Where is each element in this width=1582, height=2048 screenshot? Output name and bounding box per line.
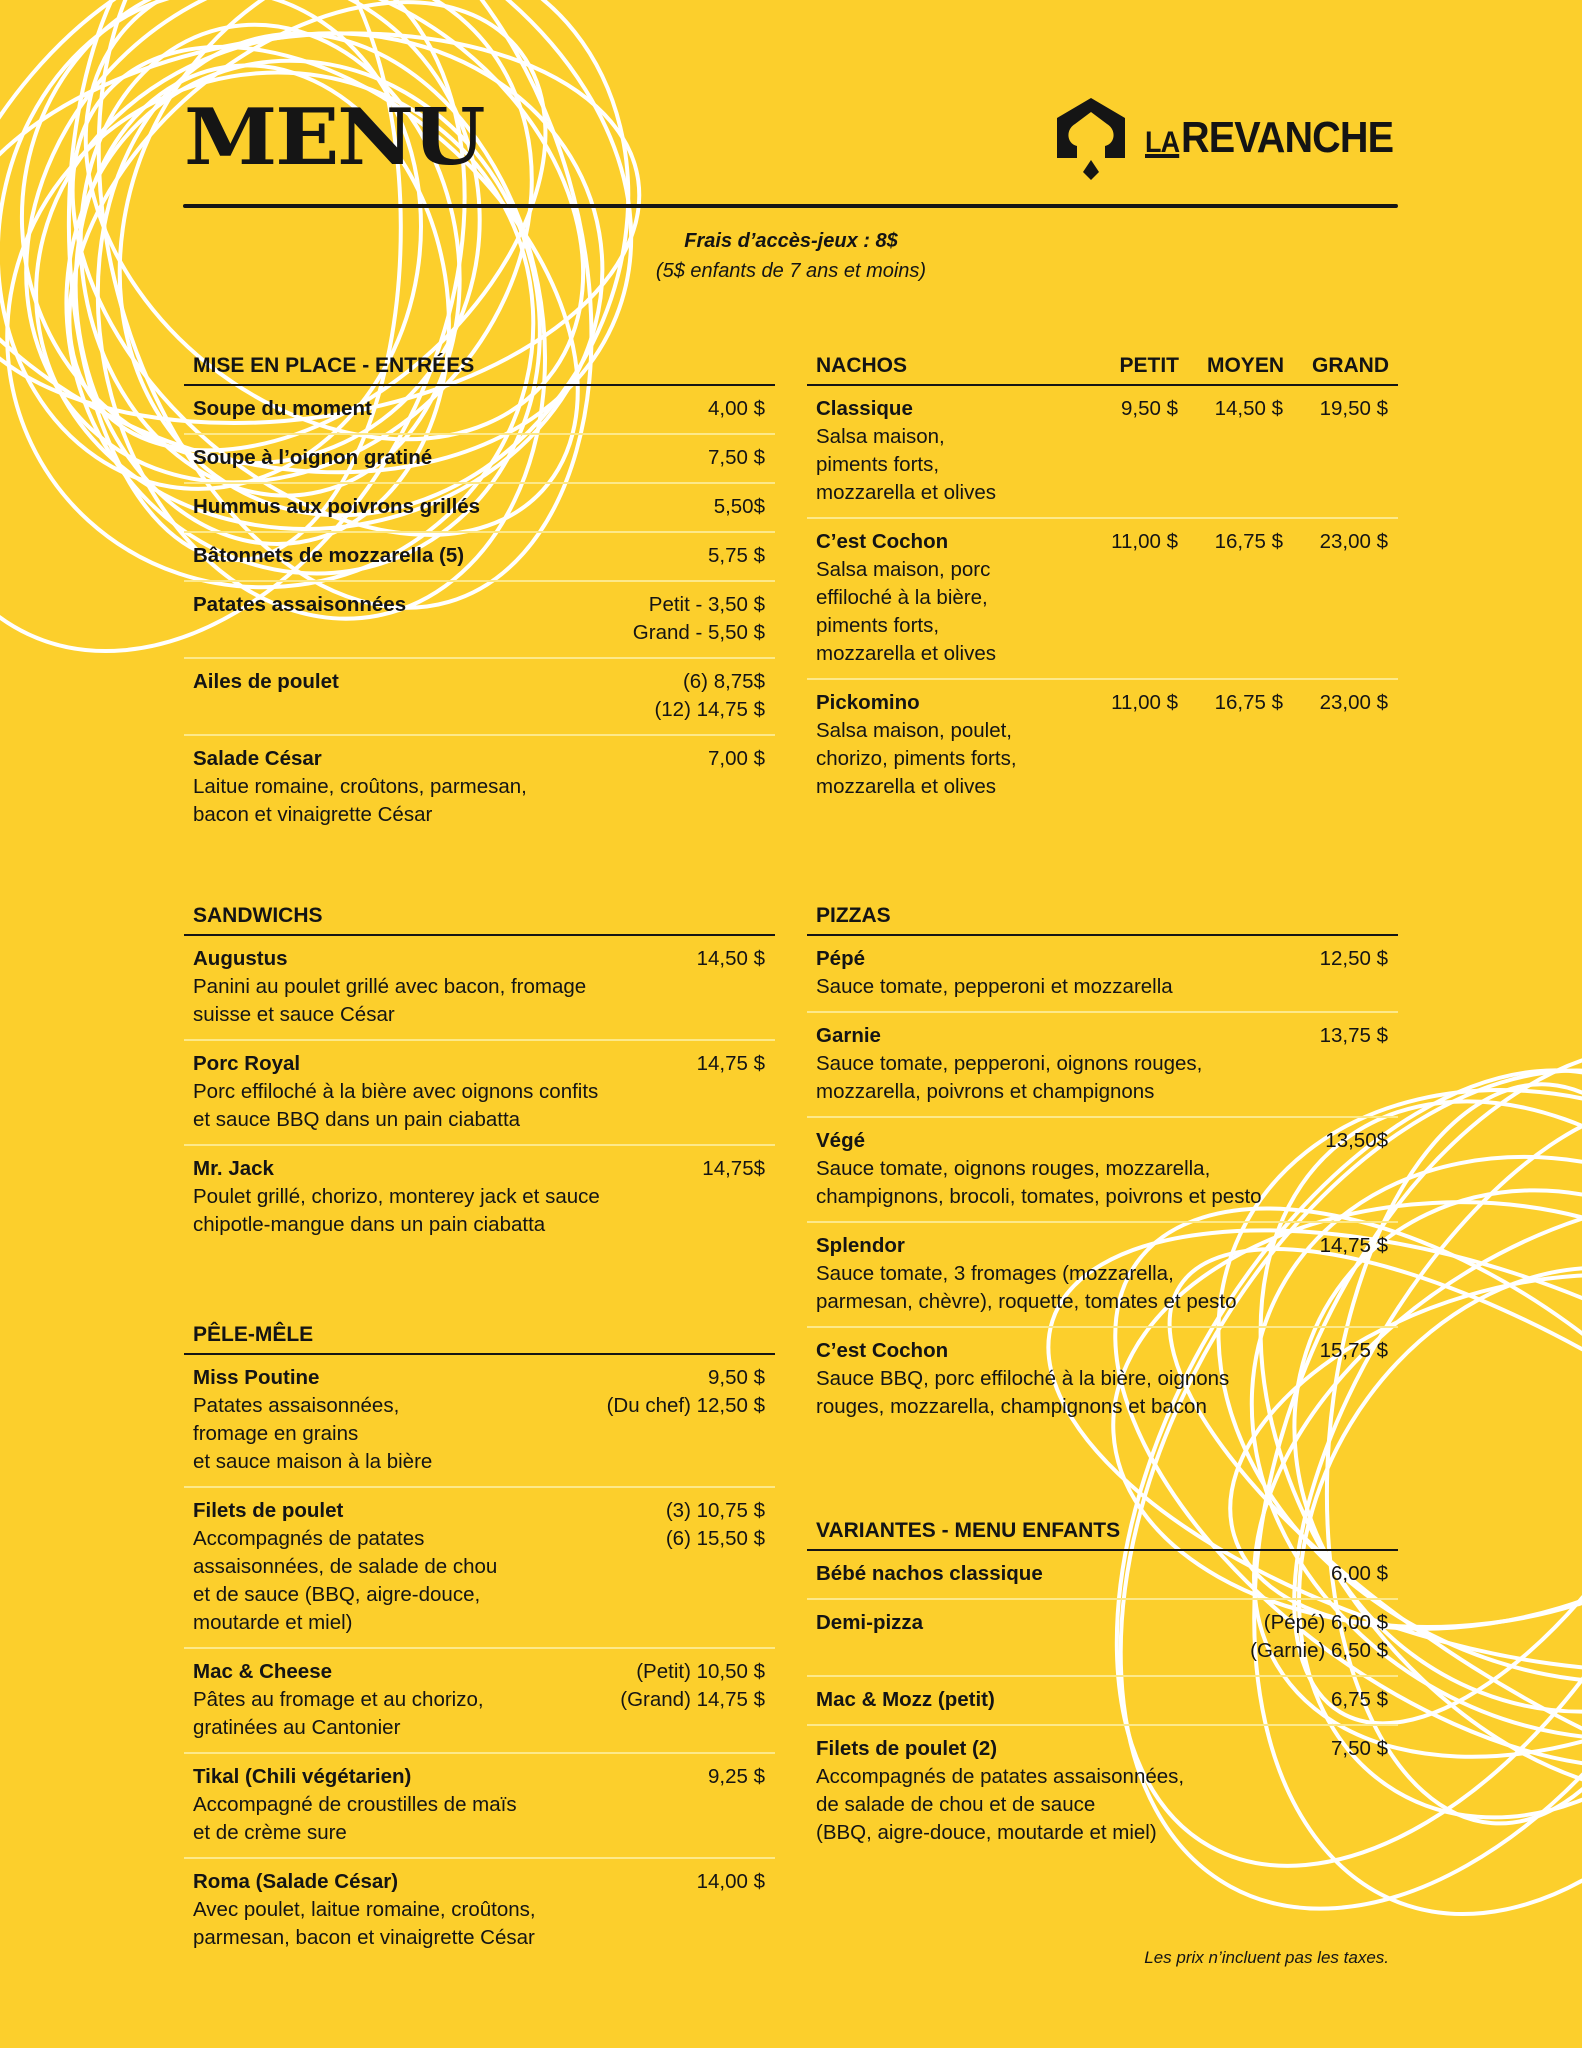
menu-item [184,386,775,435]
menu-item [807,1600,1398,1677]
menu-item-description: Salsa maison, porc [816,558,991,581]
menu-item-prices [1331,1560,1388,1588]
menu-item-description: bacon et vinaigrette César [193,803,433,826]
menu-item-description: Patates assaisonnées, [193,1394,400,1417]
menu-item [184,1488,775,1649]
menu-item-prices [697,1868,765,1952]
menu-item-price: (6) 15,50 $ [665,1527,765,1550]
menu-item-name: Splendor [816,1234,905,1257]
menu-item-name: Soupe à l’oignon gratiné [193,446,433,469]
menu-item-price: (Grand) 14,75 $ [620,1688,765,1711]
menu-item [184,582,775,659]
menu-item-info [193,1868,697,1952]
menu-item-info [193,591,633,647]
menu-item-price: 14,50 $ [1214,397,1283,420]
menu-item [184,1859,775,1962]
logo-main-text: REVANCHE [1181,113,1394,162]
menu-item [807,519,1398,680]
menu-item-name: Demi-pizza [816,1611,924,1634]
menu-item-prices [607,1364,765,1476]
menu-item [184,533,775,582]
menu-item-description: mozzarella et olives [816,642,997,665]
menu-item-info [193,1155,702,1239]
section-pizzas [807,900,1398,1431]
menu-item-description: parmesan, chèvre), roquette, tomates et pesto [816,1290,1237,1313]
section-title: VARIANTES - MENU ENFANTS [816,1519,1121,1542]
section-pele-mele [184,1319,775,1962]
section-header [807,1515,1398,1551]
menu-item-price: Grand - 5,50 $ [632,621,765,644]
menu-item [807,680,1398,811]
section-header [184,900,775,936]
menu-item-description: mozzarella et olives [816,481,997,504]
menu-item-description: chipotle-mangue dans un pain ciabatta [193,1213,546,1236]
size-column-header: MOYEN [1206,354,1284,377]
menu-item [184,1649,775,1754]
menu-item [184,1754,775,1859]
menu-item-info [193,1050,697,1134]
menu-item [807,936,1398,1013]
menu-item-name: Bâtonnets de mozzarella (5) [193,544,465,567]
menu-item-description: et sauce maison à la bière [193,1450,433,1473]
menu-item-description: mozzarella et olives [816,775,997,798]
menu-item-prices [714,493,765,521]
menu-item-prices [708,542,765,570]
menu-item-description: Sauce tomate, pepperoni, oignons rouges, [816,1052,1203,1075]
menu-item-description: Porc effiloché à la bière avec oignons confits [193,1080,599,1103]
menu-item-name: C’est Cochon [816,1339,949,1362]
menu-item-price: 5,75 $ [708,544,765,567]
menu-item-description: Sauce BBQ, porc effiloché à la bière, oignons [816,1367,1230,1390]
logo-la-text: LA [1145,126,1180,159]
menu-item-description: Poulet grillé, chorizo, monterey jack et sauce [193,1185,600,1208]
menu-item-name: Végé [816,1129,865,1152]
section-title: MISE EN PLACE - ENTRÉES [193,354,475,377]
menu-item-prices [620,1658,765,1742]
menu-item-price: 9,25 $ [708,1765,765,1788]
menu-item-name: Patates assaisonnées [193,593,407,616]
menu-item-info [816,395,1073,507]
menu-item-prices [1331,1686,1388,1714]
menu-item-name: Garnie [816,1024,881,1047]
menu-item-price: (6) 8,75$ [682,670,765,693]
section-nachos [807,350,1398,811]
menu-item-info [816,1022,1320,1106]
menu-item-description: piments forts, [816,453,940,476]
menu-item-description: et de crème sure [193,1821,347,1844]
menu-item [807,386,1398,519]
menu-item-prices [708,395,765,423]
menu-item-name: Classique [816,397,913,420]
menu-item-description: Accompagnés de patates assaisonnées, [816,1765,1185,1788]
menu-item-description: Pâtes au fromage et au chorizo, [193,1688,484,1711]
menu-item [807,1551,1398,1600]
menu-item [184,435,775,484]
menu-item-price: 14,75 $ [696,1052,765,1075]
menu-item-info [816,1232,1320,1316]
menu-item-info [193,444,708,472]
menu-item-prices [1320,1022,1388,1106]
menu-item-name: Ailes de poulet [193,670,339,693]
section-title: NACHOS [816,354,908,377]
menu-item-name: C’est Cochon [816,530,949,553]
menu-item-name: Filets de poulet [193,1499,344,1522]
menu-item-prices [708,745,765,829]
menu-item [807,1726,1398,1857]
menu-item-price: 7,50 $ [708,446,765,469]
menu-title: MENU [184,92,484,183]
menu-item [807,1118,1398,1223]
section-header [184,350,775,386]
menu-item-description: parmesan, bacon et vinaigrette César [193,1926,535,1949]
game-access-fee: Frais d’accès-jeux : 8$ [684,230,898,252]
menu-item-description: piments forts, [816,614,940,637]
menu-item [807,1223,1398,1328]
menu-item-prices [1250,1609,1388,1665]
menu-item-info [193,945,697,1029]
menu-item-description: chorizo, piments forts, [816,747,1017,770]
menu-item-name: Salade César [193,747,322,770]
header-divider [183,204,1398,208]
menu-item-description: de salade de chou et de sauce [816,1793,1096,1816]
menu-item-description: moutarde et miel) [193,1611,353,1634]
menu-item-price: 14,75$ [702,1157,765,1180]
menu-item-name: Filets de poulet (2) [816,1737,998,1760]
menu-item-price: 15,75 $ [1319,1339,1388,1362]
menu-item-prices [702,1155,765,1239]
menu-item-price: 7,00 $ [708,747,765,770]
menu-item-prices [697,1050,765,1134]
menu-item-price: 9,50 $ [708,1366,765,1389]
game-access-fee-children: (5$ enfants de 7 ans et moins) [655,260,927,282]
menu-item-price: 16,75 $ [1214,691,1283,714]
menu-item-prices [708,444,765,472]
menu-item [807,1328,1398,1431]
section-header [807,900,1398,936]
menu-item-price: 13,75 $ [1319,1024,1388,1047]
menu-item-name: Mac & Mozz (petit) [816,1688,995,1711]
menu-item-name: Porc Royal [193,1052,301,1075]
menu-item [184,1041,775,1146]
menu-item-name: Soupe du moment [193,397,372,420]
section-header [807,350,1398,386]
menu-item-prices [633,591,765,647]
menu-item [184,936,775,1041]
menu-item-description: et de sauce (BBQ, aigre-douce, [193,1583,481,1606]
spade-logo-icon [1047,94,1135,182]
menu-item-price: 23,00 $ [1319,691,1388,714]
menu-item-info [816,1686,1331,1714]
menu-item-description: (BBQ, aigre-douce, moutarde et miel) [816,1821,1157,1844]
menu-item-info [193,542,708,570]
menu-item [807,1677,1398,1726]
menu-item-price: 7,50 $ [1331,1737,1388,1760]
menu-item-info [816,528,1073,668]
section-header [184,1319,775,1355]
menu-item-description: Sauce tomate, oignons rouges, mozzarella, [816,1157,1211,1180]
menu-item-price: 11,00 $ [1111,530,1178,553]
menu-item-name: Mr. Jack [193,1157,274,1180]
menu-item-description: gratinées au Cantonier [193,1716,401,1739]
menu-item-info [816,945,1320,1001]
menu-item-name: Bébé nachos classique [816,1562,1043,1585]
menu-item-description: Panini au poulet grillé avec bacon, fromage [193,975,587,998]
menu-item-price: 11,00 $ [1111,691,1178,714]
menu-item-prices [666,1497,765,1637]
menu-item-name: Pickomino [816,691,920,714]
menu-item-price: 4,00 $ [708,397,765,420]
menu-item-description: suisse et sauce César [193,1003,395,1026]
menu-item-price: 23,00 $ [1319,530,1388,553]
menu-item [807,1013,1398,1118]
section-sandwichs [184,900,775,1249]
menu-item-price: (3) 10,75 $ [665,1499,765,1522]
menu-item-price: 5,50$ [713,495,765,518]
menu-item-info [816,689,1073,801]
menu-item-price: 14,75 $ [1319,1234,1388,1257]
menu-item-prices [1325,1127,1388,1211]
menu-item-price: (Garnie) 6,50 $ [1250,1639,1388,1662]
section-title: PIZZAS [816,904,891,927]
menu-item-info [193,668,654,724]
menu-item-info [816,1560,1331,1588]
menu-item-price: 13,50$ [1325,1129,1388,1152]
menu-item-prices [1331,1735,1388,1847]
menu-item-info [193,395,708,423]
menu-item [184,659,775,736]
menu-item-description: Accompagné de croustilles de maïs [193,1793,517,1816]
menu-item-description: Salsa maison, [816,425,945,448]
menu-item-prices [1320,1232,1388,1316]
menu-item-price: Petit - 3,50 $ [648,593,765,616]
section-entrees [184,350,775,839]
menu-item-price: (Petit) 10,50 $ [636,1660,765,1683]
menu-item-price: (Pépé) 6,00 $ [1263,1611,1388,1634]
menu-item-price: 6,75 $ [1331,1688,1388,1711]
menu-item-price: (12) 14,75 $ [654,698,765,721]
menu-item-info [193,1763,708,1847]
menu-item-description: Laitue romaine, croûtons, parmesan, [193,775,527,798]
section-menu-enfants [807,1515,1398,1857]
menu-item-price: 19,50 $ [1319,397,1388,420]
menu-item-description: et sauce BBQ dans un pain ciabatta [193,1108,521,1131]
menu-item-description: Accompagnés de patates [193,1527,425,1550]
menu-item-name: Roma (Salade César) [193,1870,399,1893]
menu-item-prices [1320,945,1388,1001]
size-column-header: PETIT [1119,354,1179,377]
menu-item-prices [697,945,765,1029]
menu-item-prices [1320,1337,1388,1421]
menu-item-prices [708,1763,765,1847]
menu-item-description: Salsa maison, poulet, [816,719,1013,742]
menu-item-price: 16,75 $ [1214,530,1283,553]
menu-item-info [816,1609,1250,1665]
menu-item-price: (Du chef) 12,50 $ [606,1394,765,1417]
menu-item-price: 6,00 $ [1331,1562,1388,1585]
menu-item-info [816,1337,1320,1421]
menu-item-name: Miss Poutine [193,1366,320,1389]
menu-item-description: champignons, brocoli, tomates, poivrons et pesto [816,1185,1262,1208]
menu-item-info [816,1127,1325,1211]
la-revanche-logo [1047,94,1421,182]
menu-item-price: 14,50 $ [696,947,765,970]
section-title: SANDWICHS [193,904,323,927]
section-title: PÊLE-MÊLE [193,1323,314,1346]
taxes-note: Les prix n’incluent pas les taxes. [1144,1948,1389,1967]
size-column-header: GRAND [1312,354,1389,377]
menu-item-name: Mac & Cheese [193,1660,333,1683]
menu-item [184,1146,775,1249]
menu-item-name: Tikal (Chili végétarien) [193,1765,412,1788]
menu-item-description: Avec poulet, laitue romaine, croûtons, [193,1898,536,1921]
menu-item-info [193,1364,607,1476]
menu-item-name: Pépé [816,947,865,970]
menu-item-description: Sauce tomate, pepperoni et mozzarella [816,975,1173,998]
menu-item-price: 12,50 $ [1319,947,1388,970]
menu-item-info [193,1658,620,1742]
menu-item-price: 9,50 $ [1121,397,1178,420]
menu-item-info [193,745,708,829]
menu-item-info [193,493,714,521]
menu-item-name: Hummus aux poivrons grillés [193,495,481,518]
menu-item-description: rouges, mozzarella, champignons et bacon [816,1395,1207,1418]
menu-item-name: Augustus [193,947,288,970]
menu-item [184,1355,775,1488]
menu-item-info [193,1497,666,1637]
menu-item-description: effiloché à la bière, [816,586,988,609]
menu-item-description: mozzarella, poivrons et champignons [816,1080,1155,1103]
menu-item [184,484,775,533]
menu-item-description: assaisonnées, de salade de chou [193,1555,498,1578]
menu-item-description: Sauce tomate, 3 fromages (mozzarella, [816,1262,1174,1285]
menu-item-price: 14,00 $ [696,1870,765,1893]
menu-item-description: fromage en grains [193,1422,359,1445]
menu-item-info [816,1735,1331,1847]
menu-item-prices [654,668,765,724]
menu-item [184,736,775,839]
